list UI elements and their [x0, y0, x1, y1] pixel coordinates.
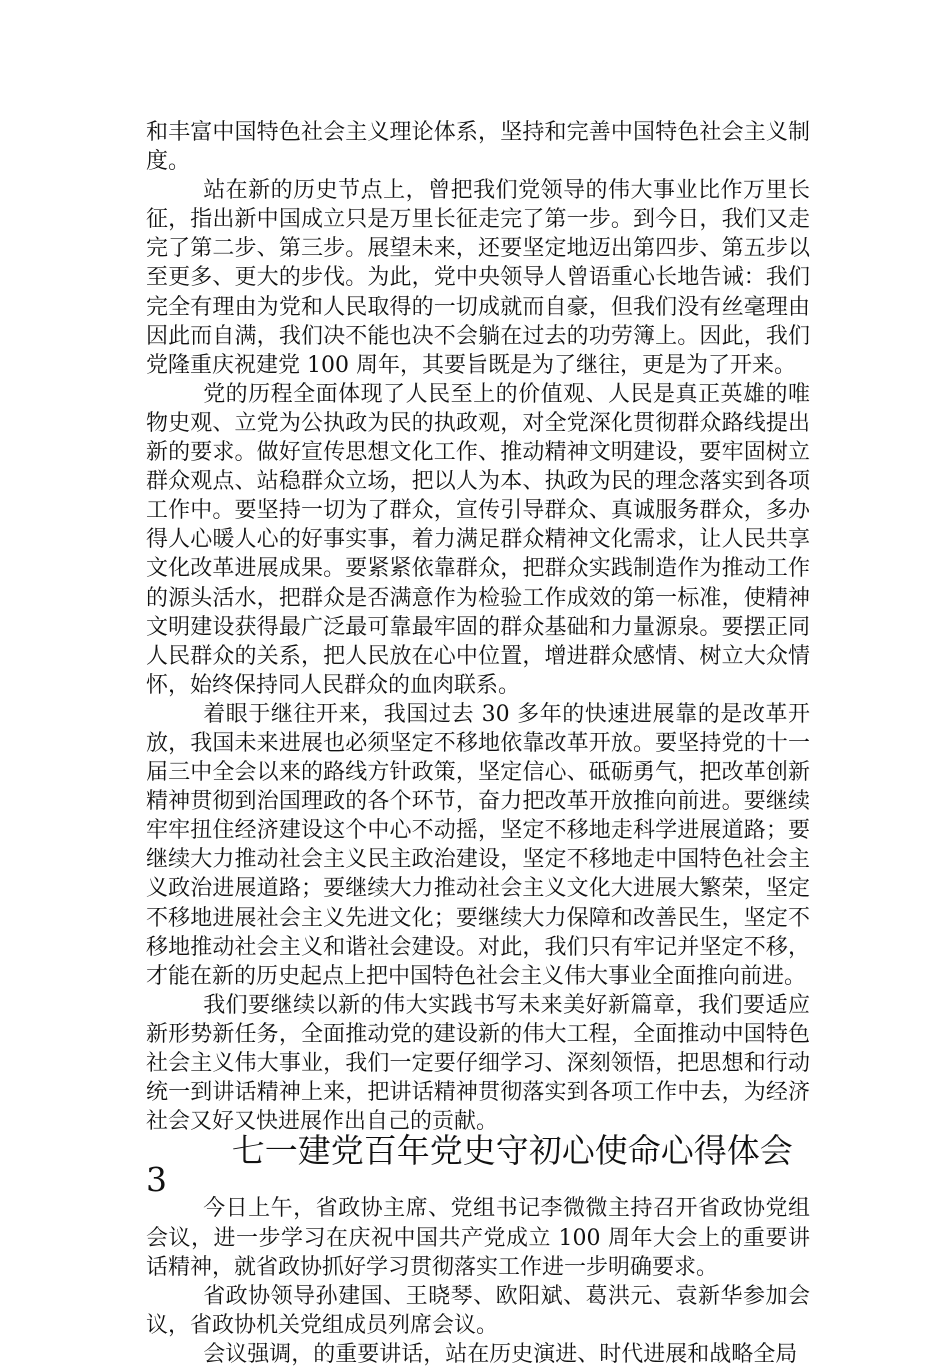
paragraph: 我们要继续以新的伟大实践书写未来美好新篇章，我们要适应新形势新任务，全面推动党的建设新的伟大工程，全面推动中国特色社会主义伟大事业，我们一定要仔细学习、深刻领悟，把思想和行动统一到讲话精神上来，把讲话精神贯彻落实到各项工作中去，为经济社会又好又快进展作出自己的贡献。 — [146, 992, 810, 1135]
paragraph: 今日上午，省政协主席、党组书记李微微主持召开省政协党组会议，进一步学习在庆祝中国共产党成立 100 周年大会上的重要讲话精神，就省政协抓好学习贯彻落实工作进一步明确要求。 — [146, 1196, 810, 1280]
paragraph: 会议强调，的重要讲话，站在历史演进、时代进展和战略全局 — [203, 1341, 798, 1367]
paragraph: 省政协领导孙建国、王晓琴、欧阳斌、葛洪元、袁新华参加会议，省政协机关党组成员列席会议。 — [146, 1283, 810, 1338]
paragraph-continued: 和丰富中国特色社会主义理论体系，坚持和完善中国特色社会主义制度。 — [146, 120, 810, 175]
paragraph: 党的历程全面体现了人民至上的价值观、人民是真正英雄的唯物史观、立党为公执政为民的执政观，对全党深化贯彻群众路线提出新的要求。做好宣传思想文化工作、推动精神文明建设，要牢固树立群众观点、站稳群众立场，把以人为本、执政为民的理念落实到各项工作中。要坚持一切为了群众，宣传引导群众、真诚服务群众，多办得人心暖人心的好事实事，着力满足群众精神文化需求，让人民共享文化改革进展成果。要紧紧依靠群众，把群众实践制造作为推动工作的源头活水，把群众是否满意作为检验工作成效的第一标准，使精神文明建设获得最广泛最可靠最牢固的群众基础和力量源泉。要摆正同人民群众的关系，把人民放在心中位置，增进群众感情、树立大众情怀，始终保持同人民群众的血肉联系。 — [146, 381, 810, 698]
section-title: 七一建党百年党史守初心使命心得体会 3 — [146, 1131, 793, 1200]
paragraph: 站在新的历史节点上，曾把我们党领导的伟大事业比作万里长征，指出新中国成立只是万里长征走完了第一步。到今日，我们又走完了第二步、第三步。展望未来，还要坚定地迈出第四步、第五步以至更多、更大的步伐。为此，党中央领导人曾语重心长地告诫：我们完全有理由为党和人民取得的一切成就而自豪，但我们没有丝毫理由因此而自满，我们决不能也决不会躺在过去的功劳簿上。因此，我们党隆重庆祝建党 100 周年，其要旨既是为了继往，更是为了开来。 — [146, 178, 810, 378]
document-body — [146, 118, 810, 1369]
paragraph: 着眼于继往开来，我国过去 30 多年的快速进展靠的是改革开放，我国未来进展也必须坚定不移地依靠改革开放。要坚持党的十一届三中全会以来的路线方针政策，坚定信心、砥砺勇气，把改革创新精神贯彻到治国理政的各个环节，奋力把改革开放推向前进。要继续牢牢扭住经济建设这个中心不动摇，坚定不移地走科学进展道路；要继续大力推动社会主义民主政治建设，坚定不移地走中国特色社会主义政治进展道路；要继续大力推动社会主义文化大进展大繁荣，坚定不移地进展社会主义先进文化；要继续大力保障和改善民生，坚定不移地推动社会主义和谐社会建设。对此，我们只有牢记并坚定不移，才能在新的历史起点上把中国特色社会主义伟大事业全面推向前进。 — [146, 701, 810, 989]
